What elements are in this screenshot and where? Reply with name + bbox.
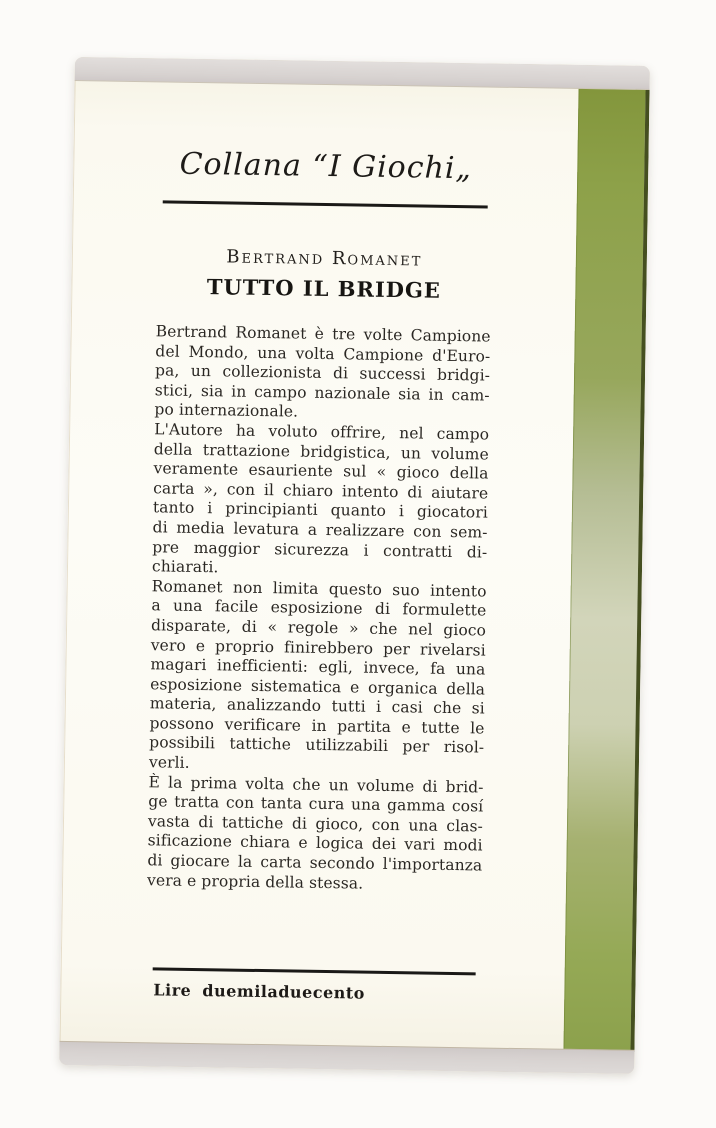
blurb-line: pre maggior sicurezza i contratti di- <box>152 537 488 562</box>
blurb-line: po internazionale. <box>154 400 299 421</box>
cover-content <box>145 58 495 1004</box>
blurb-line: Bertrand Romanet è tre volte Campione <box>155 322 491 346</box>
blurb-line: veramente esauriente sul « gioco della <box>153 459 489 483</box>
blurb-line: disparate, di « regole » che nel gioco <box>150 616 487 640</box>
blurb-line: materia, analizzando tutti i casi che si <box>149 694 485 718</box>
blurb-line: chiarati. <box>151 557 219 577</box>
blurb-line: della trattazione bridgistica, un volume <box>153 439 489 464</box>
book-title: TUTTO IL BRIDGE <box>206 274 442 303</box>
price-rule <box>153 968 476 976</box>
blurb-text <box>147 322 491 895</box>
blurb-line: verli. <box>148 753 190 772</box>
blurb-line: ge tratta con tanta cura una gamma cosí <box>148 792 484 816</box>
blurb-line: vero e proprio finirebbero per rivelarsi <box>150 635 486 660</box>
blurb-line: possono verificare in partita e tutte le <box>149 714 485 738</box>
series-title: Collana “I Giochi„ <box>179 146 473 187</box>
series-rule <box>163 200 488 208</box>
book-bottom-page-edge <box>59 1041 634 1074</box>
blurb-line: carta », con il chiaro intento di aiutare <box>153 479 489 503</box>
blurb-line: L'Autore ha voluto offrire, nel campo <box>154 420 490 444</box>
blurb-line: del Mondo, una volta Campione d'Euro- <box>155 341 491 366</box>
blurb-line: possibili tattiche utilizzabili per risol- <box>149 733 485 757</box>
blurb-line: vasta di tattiche di gioco, con una clas- <box>147 812 484 836</box>
blurb-line: di media levatura a realizzare con sem- <box>152 518 488 542</box>
blurb-line: sificazione chiara e logica dei vari modi <box>147 831 483 855</box>
blurb-line: di giocare la carta secondo l'importanza <box>147 851 483 875</box>
author-name: Bertrand Romanet <box>226 246 423 271</box>
blurb-line: esposizione sistematica e organica della <box>150 674 486 699</box>
blurb-line: tanto i principianti quanto i giocatori <box>152 498 489 522</box>
book-cover <box>59 57 650 1074</box>
blurb-line: pa, un collezionista di successi bridgi- <box>154 361 491 385</box>
price-label: Lire duemiladuecento <box>153 980 366 1003</box>
blurb-line: stici, sia in campo nazionale sia in cam- <box>154 381 490 405</box>
blurb-line: Romanet non limita questo suo intento <box>151 576 487 601</box>
blurb-line: a una facile esposizione di formulette <box>151 596 487 620</box>
blurb-line: È la prima volta che un volume di brid- <box>148 772 484 797</box>
cover-green-stripe <box>563 89 649 1052</box>
blurb-line: magari inefficienti: egli, invece, fa una <box>150 655 486 679</box>
blurb-line: vera e propria della stessa. <box>146 870 364 893</box>
